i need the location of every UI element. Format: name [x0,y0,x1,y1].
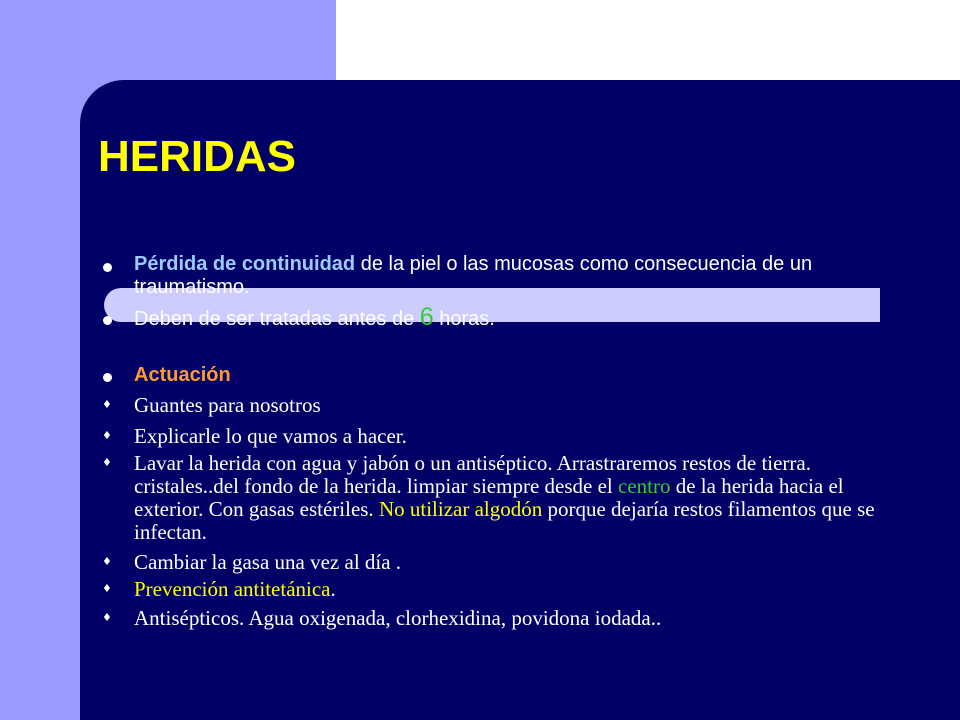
definition-text [134,253,894,299]
definition-highlight: Pérdida de continuidad [134,253,356,275]
diamond-bullet-icon: ♦ [102,582,112,595]
filled-circle-bullet-icon [103,373,112,382]
actuacion-heading: Actuación [134,364,231,386]
filled-circle-bullet-icon [103,263,112,272]
diamond-bullet-icon: ♦ [102,398,112,411]
wash-no-algodon: No utilizar algodón [378,497,543,521]
timing-post: horas. [433,308,495,330]
wash-part3: porque dejaría restos filamentos que se infectan. [134,497,875,544]
wash-part2: de la herida hacia el exterior. Con gasas estériles. [134,474,844,521]
step-gloves-text: Guantes para nosotros [134,393,321,417]
timing-text [134,303,894,331]
timing-number: 6 [419,303,434,331]
step-gauze-text: Cambiar la gasa una vez al día . [134,550,402,574]
step-explain-text: Explicarle lo que vamos a hacer. [134,424,407,448]
diamond-bullet-icon: ♦ [102,555,112,568]
slide-title: HERIDAS [98,132,297,181]
step-antiseptics-text: Antisépticos. Agua oxigenada, clorhexidina, povidona iodada.. [134,606,662,630]
definition-rest: de la piel o las mucosas como consecuencia de un traumatismo. [134,253,813,298]
diamond-bullet-icon: ♦ [102,456,112,469]
wash-part1: Lavar la herida con agua y jabón o un antiséptico. Arrastraremos restos de tierra. cristales..del fondo de la herida. limpiar siempre desde el [134,451,811,498]
tetanus-highlight: Prevención antitetánica [134,577,331,601]
diamond-bullet-icon: ♦ [102,429,112,442]
step-wash-text [134,452,879,544]
diamond-bullet-icon: ♦ [102,611,112,624]
step-tetanus-text [134,578,879,601]
timing-pre: Deben de ser tratadas antes de [134,308,420,330]
wash-centro: centro [618,474,671,498]
tetanus-post: . [330,577,336,601]
filled-circle-bullet-icon [103,316,112,325]
